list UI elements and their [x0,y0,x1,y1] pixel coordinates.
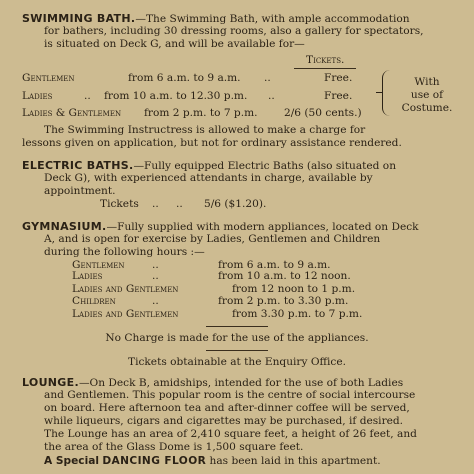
tickets-underline [294,68,356,69]
lounge-text-2: and Gentlemen. This popular room is the centre of social intercourse [44,389,416,401]
swim-row-1-who: Gentlemen [22,72,75,84]
electric-text-2: Deck G), with experienced attendants in charge, available by [44,172,373,184]
electric-text-3: appointment. [44,185,116,197]
gym-text-3: during the following hours :— [44,246,205,258]
gym-row-3-who: Ladies and Gentlemen [72,283,179,295]
brace-icon [382,70,391,116]
gym-row-4-dots: .. [152,295,159,307]
gym-text-1: —Fully supplied with modern appliances, located on Deck [106,221,419,233]
gym-divider-1 [206,326,268,327]
gym-row-4-who: Children [72,295,116,307]
gym-row-2-time: from 10 a.m. to 12 noon. [218,270,351,282]
electric-text-1: —Fully equipped Electric Baths (also situated on [133,160,397,172]
gym-row-4-time: from 2 p.m. to 3.30 p.m. [218,295,349,307]
gym-no-charge: No Charge is made for the use of the appliances. [105,332,369,344]
gym-row-2-dots: .. [152,270,159,282]
swim-instr-2: lessons given on application, but not for ordinary assistance rendered. [22,137,402,149]
brace-tip [376,92,383,93]
lounge-text-3: on board. Here afternoon tea and after-dinner coffee will be served, [44,402,410,414]
swim-row-1-price: Free. [324,72,353,84]
swim-row-2-dots2: .. [268,90,275,102]
gym-row-5-time: from 3.30 p.m. to 7 p.m. [232,308,363,320]
brace-text-1: With [414,76,440,88]
brace-text-3: Costume. [401,102,453,114]
swim-row-2-price: Free. [324,90,353,102]
gym-row-3-time: from 12 noon to 1 p.m. [232,283,356,295]
dancing-floor: DANCING FLOOR [102,455,207,467]
swim-row-2-time: from 10 a.m. to 12.30 p.m. [104,90,248,102]
swim-row-3-price: 2/6 (50 cents.) [284,107,362,119]
swim-row-3-time: from 2 p.m. to 7 p.m. [144,107,258,119]
electric-dots: .. [152,198,159,210]
lounge-text-5: The Lounge has an area of 2,410 square feet, a height of 26 feet, and [44,428,417,440]
electric-dots2: .. [176,198,183,210]
swimming-text-2: for bathers, including 30 dressing rooms, also a gallery for spectators, [44,25,424,37]
gym-row-5-who: Ladies and Gentlemen [72,308,179,320]
swim-row-2-dots: .. [84,90,91,102]
lounge-special: A Special [44,455,99,467]
lounge-text-6: the area of the Glass Dome is 1,500 square feet. [44,441,304,453]
gym-row-1-who: Gentlemen [72,259,125,271]
electric-price: 5/6 ($1.20). [204,198,267,210]
gym-row-2-who: Ladies [72,270,103,282]
gym-heading: GYMNASIUM. [22,220,107,233]
electric-tickets: Tickets [100,198,139,210]
swim-row-1-time: from 6 a.m. to 9 a.m. [128,72,241,84]
lounge-heading: LOUNGE. [22,376,79,389]
swim-row-2-who: Ladies [22,90,53,102]
gym-divider-2 [206,350,268,351]
gym-tickets-info: Tickets obtainable at the Enquiry Office. [128,356,346,368]
lounge-text-1: —On Deck B, amidships, intended for the use of both Ladies [78,377,404,389]
tickets-label: Tickets. [306,54,345,66]
electric-heading: ELECTRIC BATHS. [22,159,134,172]
brace-text-2: use of [410,89,444,101]
lounge-text-4: while liqueurs, cigars and cigarettes may be purchased, if desired. [44,415,404,427]
swim-row-3-who: Ladies & Gentlemen [22,107,122,119]
swimming-text-3: is situated on Deck G, and will be available for— [44,38,305,50]
gym-text-2: A, and is open for exercise by Ladies, Gentlemen and Children [44,233,381,245]
lounge-text-7: has been laid in this apartment. [209,455,381,467]
swim-instr-1: The Swimming Instructress is allowed to make a charge for [44,124,366,136]
swimming-heading: SWIMMING BATH. [22,12,136,25]
gym-row-1-time: from 6 a.m. to 9 a.m. [218,259,331,271]
gym-row-1-dots: .. [152,259,159,271]
swimming-text-1: —The Swimming Bath, with ample accommodation [135,13,410,25]
lounge-line-7 [44,455,381,468]
swim-row-1-dots: .. [264,72,271,84]
